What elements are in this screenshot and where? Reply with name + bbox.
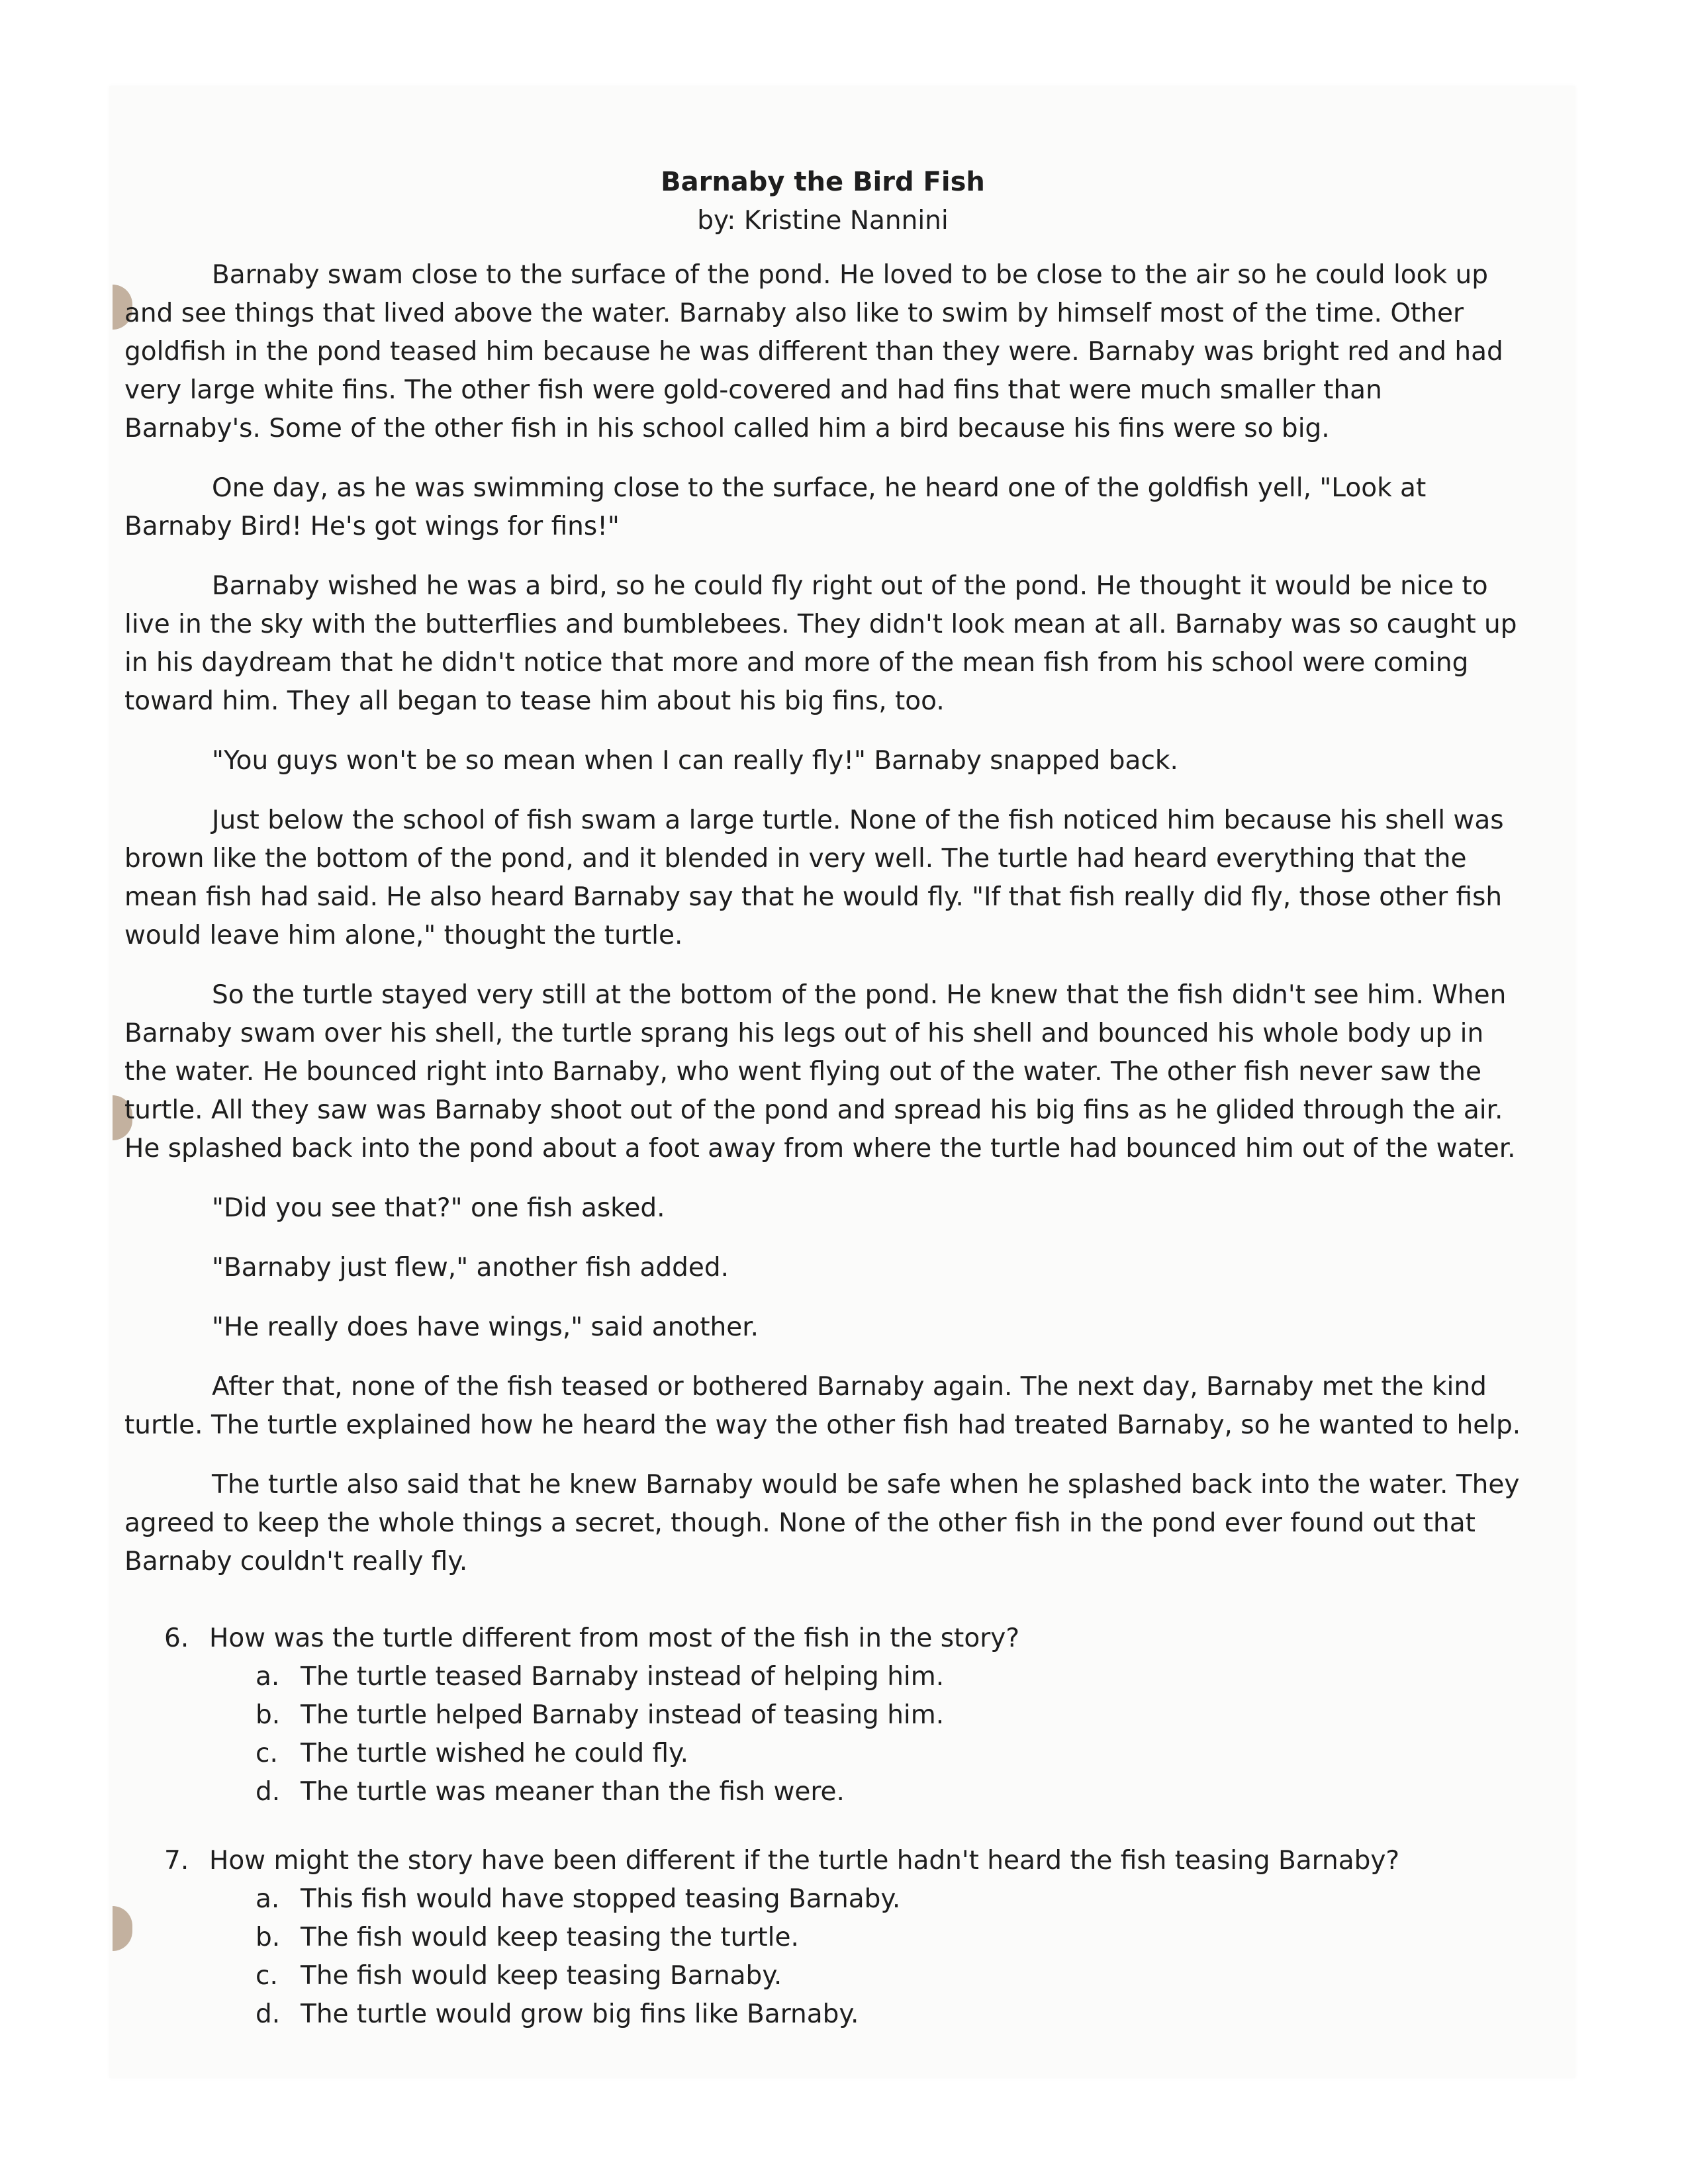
story-paragraph: "Barnaby just flew," another fish added. bbox=[212, 1253, 729, 1283]
choice-text: The turtle was meaner than the fish were. bbox=[301, 1777, 845, 1807]
story-body bbox=[124, 256, 1521, 1581]
choice-letter: b. bbox=[256, 1700, 281, 1730]
story-title: Barnaby the Bird Fish bbox=[661, 167, 985, 197]
answer-choice bbox=[124, 1658, 1521, 1696]
answer-choice bbox=[124, 1957, 1521, 1995]
story-paragraph: "You guys won't be so mean when I can really fly!" Barnaby snapped back. bbox=[212, 746, 1178, 776]
choice-letter: d. bbox=[256, 1777, 281, 1807]
story-paragraph: Barnaby swam close to the surface of the pond. He loved to be close to the air so he could look up and see things that lived above the water. Barnaby also like to swim by himself most of the time. Other goldfish in the pond teased him because he was different than they were. Barnaby was bright red and had very large white fins. The other fish were gold-covered and had fins that were much smaller than Barnaby's. Some of the other fish in his school called him a bird because his fins were so big. bbox=[124, 260, 1503, 443]
worksheet-content bbox=[124, 162, 1521, 2064]
question-text: How might the story have been different if the turtle hadn't heard the fish teasing Barnaby? bbox=[209, 1846, 1400, 1876]
question-number: 6. bbox=[164, 1623, 189, 1653]
story-paragraph: Barnaby wished he was a bird, so he could fly right out of the pond. He thought it would be nice to live in the sky with the butterflies and bumblebees. They didn't look mean at all. Barnaby was so caught up in his daydream that he didn't notice that more and more of the mean fish from his school were coming toward him. They all began to tease him about his big fins, too. bbox=[124, 571, 1517, 716]
choice-letter: a. bbox=[256, 1662, 280, 1692]
choice-text: The fish would keep teasing Barnaby. bbox=[301, 1961, 782, 1991]
answer-choice bbox=[124, 1735, 1521, 1773]
question-number: 7. bbox=[164, 1846, 189, 1876]
story-paragraph: "Did you see that?" one fish asked. bbox=[212, 1193, 665, 1223]
question-text: How was the turtle different from most of the fish in the story? bbox=[209, 1623, 1020, 1653]
question-prompt bbox=[124, 1619, 1521, 1658]
choice-letter: a. bbox=[256, 1884, 280, 1914]
choice-letter: c. bbox=[256, 1739, 278, 1768]
question-list bbox=[124, 1619, 1521, 2034]
story-paragraph: Just below the school of fish swam a large turtle. None of the fish noticed him because his shell was brown like the bottom of the pond, and it blended in very well. The turtle had heard everything that the mean fish had said. He also heard Barnaby say that he would fly. "If that fish really did fly, those other fish would leave him alone," thought the turtle. bbox=[124, 805, 1504, 950]
story-paragraph: "He really does have wings," said another. bbox=[212, 1312, 759, 1342]
choice-letter: b. bbox=[256, 1923, 281, 1952]
choice-letter: c. bbox=[256, 1961, 278, 1991]
answer-choice bbox=[124, 1880, 1521, 1919]
choice-text: The turtle wished he could fly. bbox=[301, 1739, 689, 1768]
question-6 bbox=[124, 1619, 1521, 1811]
choice-text: The turtle would grow big fins like Barnaby. bbox=[301, 1999, 859, 2029]
choice-text: The fish would keep teasing the turtle. bbox=[301, 1923, 799, 1952]
answer-choice bbox=[124, 1696, 1521, 1735]
story-paragraph: So the turtle stayed very still at the bottom of the pond. He knew that the fish didn't see him. When Barnaby swam over his shell, the turtle sprang his legs out of his shell and bounced his whole body up in the water. He bounced right into Barnaby, who went flying out of the water. The other fish never saw the turtle. All they saw was Barnaby shoot out of the pond and spread his big fins as he glided through the air. He splashed back into the pond about a foot away from where the turtle had bounced him out of the water. bbox=[124, 980, 1516, 1163]
question-prompt bbox=[124, 1842, 1521, 1880]
choice-text: This fish would have stopped teasing Barnaby. bbox=[301, 1884, 901, 1914]
choice-text: The turtle teased Barnaby instead of helping him. bbox=[301, 1662, 945, 1692]
story-paragraph: After that, none of the fish teased or bothered Barnaby again. The next day, Barnaby met the kind turtle. The turtle explained how he heard the way the other fish had treated Barnaby, so he wanted to help. bbox=[124, 1372, 1521, 1440]
story-paragraph: One day, as he was swimming close to the surface, he heard one of the goldfish yell, "Look at Barnaby Bird! He's got wings for fins!" bbox=[124, 473, 1427, 541]
story-paragraph: The turtle also said that he knew Barnaby would be safe when he splashed back into the water. They agreed to keep the whole things a secret, though. None of the other fish in the pond ever found out that Barnaby couldn't really fly. bbox=[124, 1470, 1520, 1576]
choice-letter: d. bbox=[256, 1999, 281, 2029]
answer-choice bbox=[124, 1919, 1521, 1957]
answer-choice bbox=[124, 1773, 1521, 1811]
answer-choice bbox=[124, 1995, 1521, 2034]
story-byline: by: Kristine Nannini bbox=[697, 206, 949, 236]
choice-text: The turtle helped Barnaby instead of teasing him. bbox=[301, 1700, 945, 1730]
question-7 bbox=[124, 1842, 1521, 2034]
